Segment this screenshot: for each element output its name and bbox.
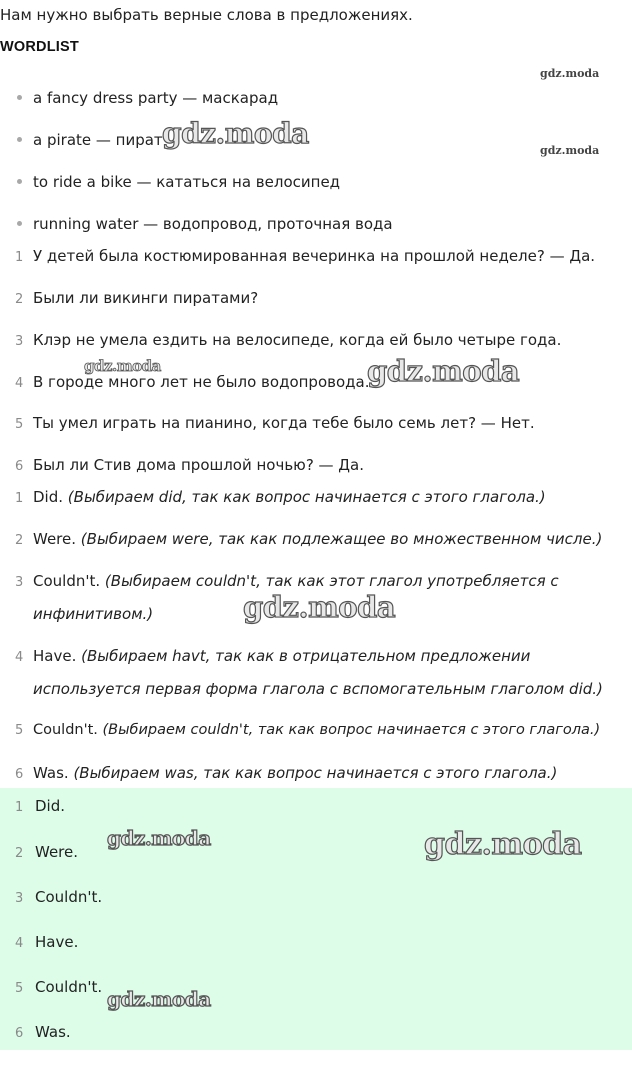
watermark: gdz.moda xyxy=(367,354,520,388)
watermark: gdz.moda xyxy=(107,826,211,850)
explanation-item: 5 Couldn't. (Выбираем couldn't, так как вопрос начинается с этого глагола.) xyxy=(15,722,601,738)
answer-item: 1 Did. xyxy=(15,797,66,815)
wordlist-item: to ride a bike — кататься на велосипед xyxy=(17,173,340,191)
sentence-item: 4 В городе много лет не было водопровода. xyxy=(15,373,370,391)
explanation-continuation: инфинитивом.) xyxy=(33,605,154,623)
wordlist-item: running water — водопровод, проточная вода xyxy=(17,215,393,233)
bullet-icon xyxy=(17,179,22,184)
watermark: gdz.moda xyxy=(162,117,309,150)
intro-text: Нам нужно выбрать верные слова в предложениях. xyxy=(0,6,413,24)
watermark: gdz.moda xyxy=(243,590,396,624)
watermark: gdz.moda xyxy=(424,827,582,862)
explanation-item: 6 Was. (Выбираем was, так как вопрос начинается с этого глагола.) xyxy=(15,764,558,782)
sentence-item: 1 У детей была костюмированная вечеринка на прошлой неделе? — Да. xyxy=(15,247,596,265)
answer-item: 4 Have. xyxy=(15,933,79,951)
answer-item: 6 Was. xyxy=(15,1023,71,1041)
sentence-item: 5 Ты умел играть на пианино, когда тебе было семь лет? — Нет. xyxy=(15,414,535,432)
wordlist-heading: WORDLIST xyxy=(0,39,79,55)
answer-item: 2 Were. xyxy=(15,843,79,861)
wordlist-item: a pirate — пират xyxy=(17,131,163,149)
watermark-small: gdz.moda xyxy=(540,67,600,80)
sentence-item: 3 Клэр не умела ездить на велосипеде, когда ей было четыре года. xyxy=(15,331,562,349)
watermark-small: gdz.moda xyxy=(540,144,600,157)
bullet-icon xyxy=(17,221,22,226)
bullet-icon xyxy=(17,137,22,142)
bullet-icon xyxy=(17,95,22,100)
explanation-item: 1 Did. (Выбираем did, так как вопрос начинается с этого глагола.) xyxy=(15,488,546,506)
answer-item: 5 Couldn't. xyxy=(15,978,103,996)
explanation-item: 2 Were. (Выбираем were, так как подлежащее во множественном числе.) xyxy=(15,530,603,548)
wordlist-item: a fancy dress party — маскарад xyxy=(17,89,278,107)
explanation-continuation: используется первая форма глагола с вспомогательным глаголом did.) xyxy=(33,680,603,698)
explanation-item: 4 Have. (Выбираем havt, так как в отрицательном предложении xyxy=(15,647,531,665)
sentence-item: 6 Был ли Стив дома прошлой ночью? — Да. xyxy=(15,456,364,474)
watermark: gdz.moda xyxy=(84,357,161,375)
sentence-item: 2 Были ли викинги пиратами? xyxy=(15,289,259,307)
watermark: gdz.moda xyxy=(107,987,211,1011)
answer-item: 3 Couldn't. xyxy=(15,888,103,906)
explanation-item: 3 Couldn't. (Выбираем couldn't, так как этот глагол употребляется с xyxy=(15,572,559,590)
